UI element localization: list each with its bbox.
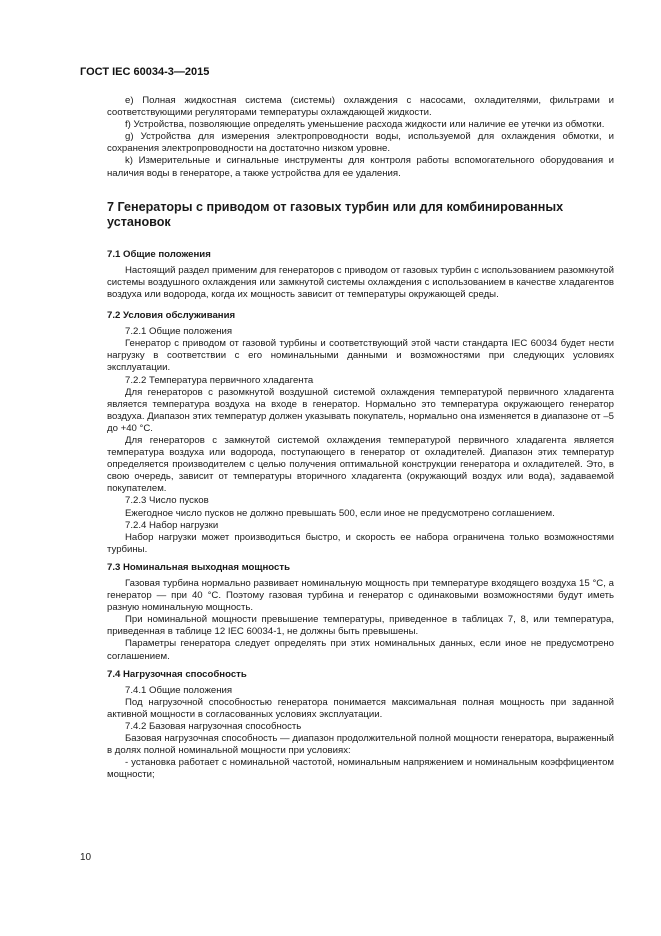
- section-7-3-paragraph-1: Газовая турбина нормально развивает номинальную мощность при температуре входящего воздуха 15 °С, а генератор — при 40 °С. Поэтому газовая турбина и генератор с одинаковыми возможностями будут иметь разную номинальную мощность.: [107, 578, 614, 614]
- section-7-4-1-paragraph: Под нагрузочной способностью генератора понимается максимальная полная мощность при заданной активной мощности в согласованных условиях эксплуатации.: [107, 696, 614, 720]
- list-item-f: f) Устройства, позволяющие определять уменьшение расхода жидкости или наличие ее утечки из обмотки.: [125, 119, 605, 131]
- page-number: 10: [80, 852, 92, 863]
- section-7-4-heading: 7.4 Нагрузочная способность: [107, 668, 247, 680]
- section-7-1-heading: 7.1 Общие положения: [107, 248, 211, 260]
- section-7-2-3-heading: 7.2.3 Число пусков: [125, 495, 209, 507]
- section-7-1-paragraph: Настоящий раздел применим для генераторов с приводом от газовых турбин с использованием разомкнутой системы воздушного охлаждения или замкнутой системы охлаждения с использованием в качестве хладагентов воздуха или водорода, когда их мощность зависит от температуры окружающей среды.: [107, 264, 614, 300]
- section-7-2-1-paragraph: Генератор с приводом от газовой турбины и соответствующий этой части стандарта IEC 60034 будет нести нагрузку в соответствии с его номинальными данными и возможностями при следующих условиях эксплуатации.: [107, 338, 614, 374]
- section-7-2-1-heading: 7.2.1 Общие положения: [125, 326, 233, 338]
- section-7-3-paragraph-3: Параметры генератора следует определять при этих номинальных данных, если иное не предусмотрено соглашением.: [107, 638, 614, 662]
- document-code-header: ГОСТ IEC 60034-3—2015: [80, 66, 210, 78]
- section-7-heading: 7 Генераторы с приводом от газовых турбин или для комбинированных установок: [107, 199, 564, 230]
- section-7-3-paragraph-2: При номинальной мощности превышение температуры, приведенное в таблицах 7, 8, или температура, приведенная в таблице 12 IEC 60034-1, не должны быть превышены.: [107, 614, 614, 638]
- list-item-g: g) Устройства для измерения электропроводности воды, используемой для охлаждения обмотки, и сохранения электропроводности на достаточно низком уровне.: [107, 131, 614, 155]
- section-7-4-2-heading: 7.4.2 Базовая нагрузочная способность: [125, 721, 302, 733]
- section-7-3-heading: 7.3 Номинальная выходная мощность: [107, 561, 290, 573]
- section-7-4-1-heading: 7.4.1 Общие положения: [125, 684, 233, 696]
- list-item-k: k) Измерительные и сигнальные инструменты для контроля работы вспомогательного оборудования и наличия воды в генераторе, а также устройства для ее удаления.: [107, 155, 614, 179]
- document-body: [107, 95, 614, 782]
- section-7-4-2-paragraph-2: - установка работает с номинальной частотой, номинальным напряжением и номинальным коэффициентом мощности;: [107, 757, 614, 781]
- section-7-2-3-paragraph: Ежегодное число пусков не должно превышать 500, если иное не предусмотрено соглашением.: [125, 507, 555, 519]
- list-item-e: e) Полная жидкостная система (системы) охлаждения с насосами, охладителями, фильтрами и соответствующими регуляторами температуры охлаждающей жидкости.: [107, 95, 614, 119]
- section-7-2-4-heading: 7.2.4 Набор нагрузки: [125, 519, 219, 531]
- section-7-2-2-heading: 7.2.2 Температура первичного хладагента: [125, 374, 314, 386]
- section-7-2-2-paragraph-1: Для генераторов с разомкнутой воздушной системой охлаждения температурой первичного хладагента является температура воздуха на входе в генератор. Нормально это температура окружающего генератор воздуха. Диапазон этих температур должен указывать покупатель, нормально она изменяется в диапазоне от –5 до +40 °С.: [107, 386, 614, 434]
- section-7-2-2-paragraph-2: Для генераторов с замкнутой системой охлаждения температурой первичного хладагента является температура воздуха или водорода, поступающего в генератор от охладителей. Диапазон этих температур определяется производителем с целью получения оптимальной конструкции генератора и охладителей. Это, в свою очередь, зависит от температуры вторичного хладагента (окружающий воздух или вода), задаваемой покупателем.: [107, 434, 614, 495]
- section-7-2-heading: 7.2 Условия обслуживания: [107, 310, 236, 322]
- section-7-4-2-paragraph-1: Базовая нагрузочная способность — диапазон продолжительной полной мощности генератора, выраженный в долях полной номинальной мощности при условиях:: [107, 733, 614, 757]
- section-7-2-4-paragraph: Набор нагрузки может производиться быстро, и скорость ее набора ограничена только возможностями турбины.: [107, 531, 614, 555]
